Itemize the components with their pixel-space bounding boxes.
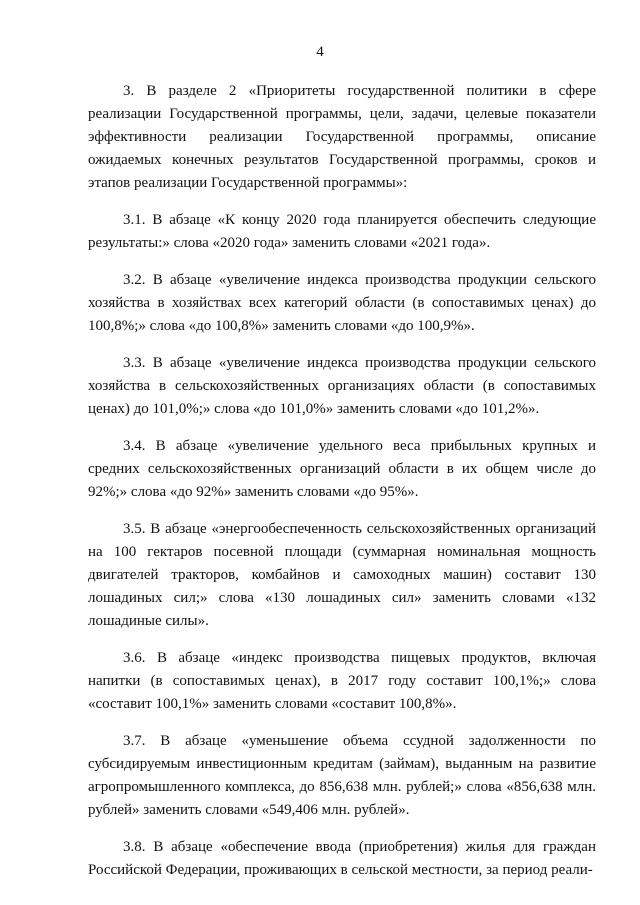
paragraph-3-1: 3.1. В абзаце «К концу 2020 года планируется обеспечить следующие результаты:» слова «2020 года» заменить словами «2021 года». xyxy=(88,212,596,251)
paragraph-3-7: 3.7. В абзаце «уменьшение объема ссудной задолженности по субсидируемым инвестиционным кредитам (займам), выданным на развитие агропромышленного комплекса, до 856,638 млн. рублей;» слова «856,638 млн. рублей» заменить словами «549,406 млн. рублей». xyxy=(88,733,596,818)
paragraph-3-3: 3.3. В абзаце «увеличение индекса производства продукции сельского хозяйства в сельскохозяйственных организациях области (в сопоставимых ценах) до 101,0%;» слова «до 101,0%» заменить словами «до 101,2%». xyxy=(88,355,596,417)
paragraph-3-2: 3.2. В абзаце «увеличение индекса производства продукции сельского хозяйства в хозяйствах всех категорий области (в сопоставимых ценах) до 100,8%;» слова «до 100,8%» заменить словами «до 100,9%». xyxy=(88,272,596,334)
paragraph-3-5: 3.5. В абзаце «энергообеспеченность сельскохозяйственных организаций на 100 гектаров посевной площади (суммарная номинальная мощность двигателей тракторов, комбайнов и самоходных машин) составит 130 лошадиных сил;» слова «130 лошадиных сил» заменить словами «132 лошадиные силы». xyxy=(88,521,596,629)
paragraph-3-8: 3.8. В абзаце «обеспечение ввода (приобретения) жилья для граждан Российской Федерации, проживающих в сельской местности, за период реали- xyxy=(88,839,596,878)
document-body xyxy=(88,80,596,882)
page-number: 4 xyxy=(316,44,324,60)
paragraph-3-4: 3.4. В абзаце «увеличение удельного веса прибыльных крупных и средних сельскохозяйственных организаций области в их общем числе до 92%;» слова «до 92%» заменить словами «до 95%». xyxy=(88,438,596,500)
paragraph-3-6: 3.6. В абзаце «индекс производства пищевых продуктов, включая напитки (в сопоставимых ценах), в 2017 году составит 100,1%;» слова «составит 100,1%» заменить словами «составит 100,8%». xyxy=(88,650,596,712)
paragraph-section-3: 3. В разделе 2 «Приоритеты государственной политики в сфере реализации Государственной программы, цели, задачи, целевые показатели эффективности реализации Государственной программы, описание ожидаемых конечных результатов Государственной программы, сроков и этапов реализации Государственной программы»: xyxy=(88,83,596,191)
